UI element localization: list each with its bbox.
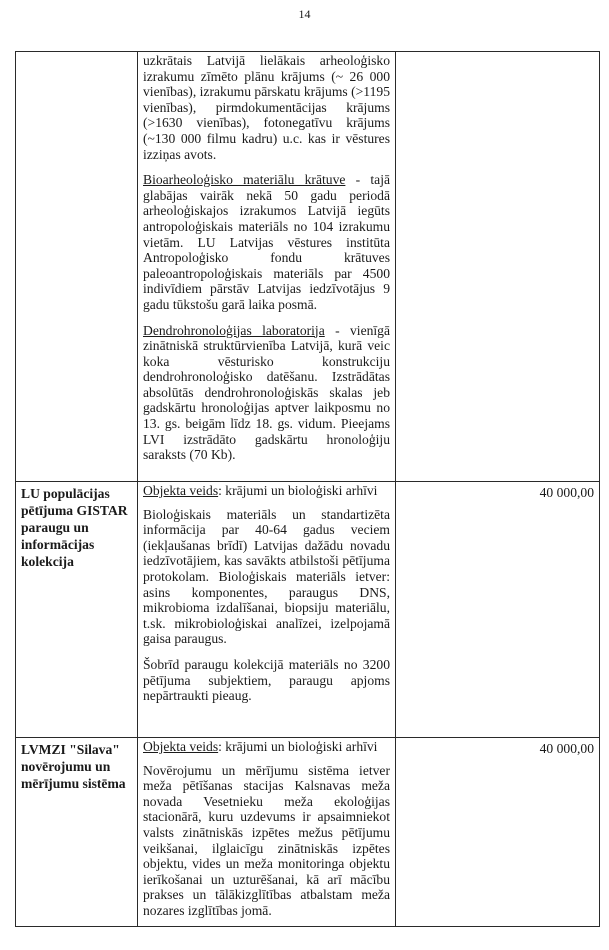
amount: 40 000,00 <box>539 741 594 756</box>
paragraph-text: : krājumi un bioloģiski arhīvi <box>218 739 378 754</box>
infrastructure-table <box>15 51 600 927</box>
description-cell <box>138 482 396 738</box>
description-paragraph <box>143 657 390 704</box>
paragraph-text: : krājumi un bioloģiski arhīvi <box>218 483 378 498</box>
paragraph-text: - vienīgā zinātniskā struktūrvienība Latvijā, kurā veic koka vēsturisko konstrukciju dendrohronoloģisko datēšanu. Izstrādātas absolūtās dendrohronoloģiskās skalas jeb gadskārtu hronoloģijas aptver laikposmu no 13. gs. beigām līdz 18. gs. vidum. Pieejams LVI izstrādāto gadskārtu hronoloģiju saraksts (70 Kb). <box>143 322 391 463</box>
object-name-cell <box>16 738 138 927</box>
object-name-cell <box>16 52 138 482</box>
paragraph-lead: Bioarheoloģisko materiālu krātuve <box>143 172 346 188</box>
table-row <box>16 738 600 927</box>
paragraph-lead: Dendrohronoloģijas laboratorija <box>143 322 325 338</box>
object-name-cell <box>16 482 138 738</box>
description-cell <box>138 52 396 482</box>
description-paragraph <box>143 507 390 647</box>
paragraph-text: - tajā glabājas vairāk nekā 50 gadu periodā arheoloģiskajos izrakumos Latvijā iegūts antropoloģiskais materiāls no 104 izrakumu vietām. LU Latvijas vēstures institūta Antropoloģisko fondu krātuves paleoantropoloģiskais materiāls par 4500 indivīdiem pārstāv Latvijas iedzīvotājus 9 gadu tūkstošu garā laika posmā. <box>143 172 390 312</box>
amount: 40 000,00 <box>539 485 594 500</box>
object-type-line <box>143 483 390 499</box>
amount-cell <box>396 738 600 927</box>
object-name: LVMZI "Silava" novērojumu un mērījumu sistēma <box>21 742 126 791</box>
paragraph-text: Novērojumu un mērījumu sistēma ietver meža pētīšanas stacijas Kalsnavas meža novada Vesetnieku meža ekoloģijas stacionārā, kuru uzdevums ir apsaimniekot valsts zinātniskās izpētes mežus pētījumu veikšanai, ilglaicīgu zinātniskās izpētes objektu, vides un meža monitoringa objektu ierīkošanai un uzturēšanai, kā arī mācību prakses un tālākizglītības atbalstam meža nozares izglītības jomā. <box>143 762 390 918</box>
paragraph-text: uzkrātais Latvijā lielākais arheoloģisko izrakumu zīmēto plānu krājums (~ 26 000 vienības), izrakumu pārskatu krājums (>1195 vienības), pirmdokumentācijas krājums (>1630 vienības), fotonegatīvu krājums (~130 000 filmu kadru) u.c. kas ir vēstures izziņas avots. <box>143 53 390 162</box>
description-paragraph <box>143 763 390 919</box>
description-paragraph <box>143 53 390 162</box>
page-number: 14 <box>298 7 311 21</box>
paragraph-lead: Objekta veids <box>143 739 219 754</box>
object-name: LU populācijas pētījuma GISTAR paraugu un informācijas kolekcija <box>21 486 128 569</box>
object-type-line <box>143 739 390 755</box>
table-row <box>16 482 600 738</box>
amount <box>396 52 599 55</box>
table-row <box>16 52 600 482</box>
paragraph-lead: Objekta veids <box>143 483 219 498</box>
description-paragraph <box>143 323 390 463</box>
paragraph-text: Šobrīd paraugu kolekcijā materiāls no 3200 pētījuma subjektiem, paraugu apjoms nepārtraukti pieaug. <box>143 656 390 704</box>
paragraph-text: Bioloģiskais materiāls un standartizēta informācija par 40-64 gadus veciem (iekļaušanas brīdī) Latvijas dažādu novadu iedzīvotājiem, kas savākts atbilstoši pētījuma protokolam. Bioloģiskais materiāls ietver: asins komponentes, paraugus DNS, mikrobioma izdalīšanai, biopsiju materiālu, t.sk. mikrobioloģiskai analīzei, izelpojamā gaisa paraugus. <box>143 506 390 647</box>
description-paragraph <box>143 172 390 312</box>
object-name <box>16 52 137 55</box>
description-cell <box>138 738 396 927</box>
amount-cell <box>396 52 600 482</box>
amount-cell <box>396 482 600 738</box>
